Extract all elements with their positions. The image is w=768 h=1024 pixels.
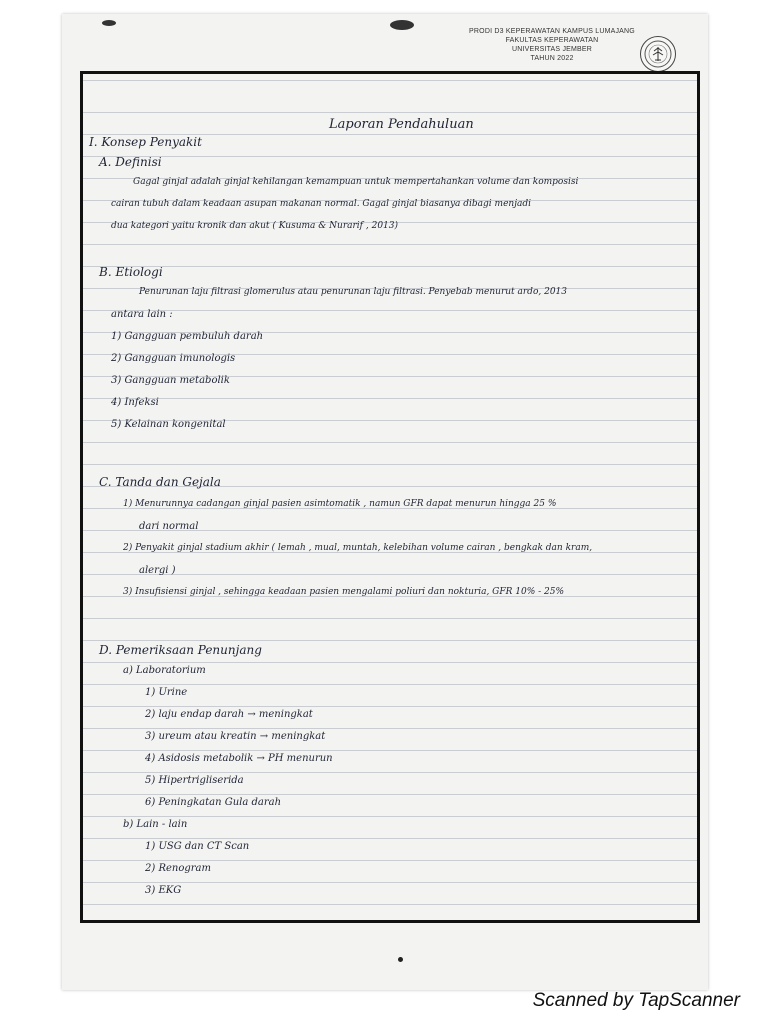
list-item-continuation: dari normal	[139, 521, 199, 532]
list-item: 2) Gangguan imunologis	[111, 353, 236, 364]
scan-artifact	[102, 20, 116, 26]
paragraph-line: Penurunan laju filtrasi glomerulus atau penurunan laju filtrasi. Penyebab menurut ardo, 2013	[139, 287, 567, 297]
paragraph-line: Gagal ginjal adalah ginjal kehilangan kemampuan untuk mempertahankan volume dan komposisi	[133, 177, 579, 187]
subsection-heading: C. Tanda dan Gejala	[99, 475, 221, 489]
list-item: 3) Gangguan metabolik	[111, 375, 230, 386]
list-item: 3) Insufisiensi ginjal , sehingga keadaan pasien mengalami poliuri dan nokturia, GFR 10% - 25%	[123, 587, 565, 597]
header-line: UNIVERSITAS JEMBER	[511, 46, 593, 53]
list-item: 2) Penyakit ginjal stadium akhir ( lemah , mual, muntah, kelebihan volume cairan , bengkak dan kram,	[123, 543, 593, 553]
list-item: 4) Asidosis metabolik → PH menurun	[145, 753, 333, 764]
header-line: PRODI D3 KEPERAWATAN KAMPUS LUMAJANG	[469, 28, 635, 35]
paragraph-line: cairan tubuh dalam keadaan asupan makanan normal. Gagal ginjal biasanya dibagi menjadi	[111, 199, 531, 209]
list-item: 1) Menurunnya cadangan ginjal pasien asimtomatik , namun GFR dapat menurun hingga 25 %	[123, 499, 557, 509]
list-item: 1) Gangguan pembuluh darah	[111, 331, 264, 342]
sub-list-heading: b) Lain - lain	[123, 819, 188, 830]
list-item: 5) Kelainan kongenital	[111, 419, 226, 430]
lined-writing-area	[80, 71, 700, 923]
ink-dot	[398, 957, 403, 962]
header-line: FAKULTAS KEPERAWATAN	[505, 37, 599, 44]
section-heading: I. Konsep Penyakit	[89, 135, 202, 149]
list-item: 3) ureum atau kreatin → meningkat	[145, 731, 326, 742]
subsection-heading: A. Definisi	[99, 155, 162, 169]
list-item: 6) Peningkatan Gula darah	[145, 797, 282, 808]
university-seal-icon	[640, 36, 676, 72]
institution-header	[452, 27, 652, 63]
list-item: 1) USG dan CT Scan	[145, 841, 250, 852]
list-item: 5) Hipertrigliserida	[145, 775, 244, 786]
subsection-heading: B. Etiologi	[99, 265, 163, 279]
scanned-page	[62, 14, 708, 990]
subsection-heading: D. Pemeriksaan Penunjang	[99, 643, 262, 657]
list-item: 2) Renogram	[145, 863, 211, 874]
page-title: Laporan Pendahuluan	[329, 117, 474, 132]
scan-artifact	[390, 20, 414, 30]
list-item: 1) Urine	[145, 687, 188, 698]
paragraph-line: dua kategori yaitu kronik dan akut ( Kusuma & Nurarif , 2013)	[111, 221, 399, 231]
list-item-continuation: alergi )	[139, 565, 176, 576]
paragraph-line: antara lain :	[111, 309, 173, 320]
scanner-watermark: Scanned by TapScanner	[532, 990, 740, 1011]
list-item: 4) Infeksi	[111, 397, 159, 408]
header-line: TAHUN 2022	[530, 55, 574, 62]
list-item: 2) laju endap darah → meningkat	[145, 709, 313, 720]
sub-list-heading: a) Laboratorium	[123, 665, 206, 676]
list-item: 3) EKG	[145, 885, 182, 896]
